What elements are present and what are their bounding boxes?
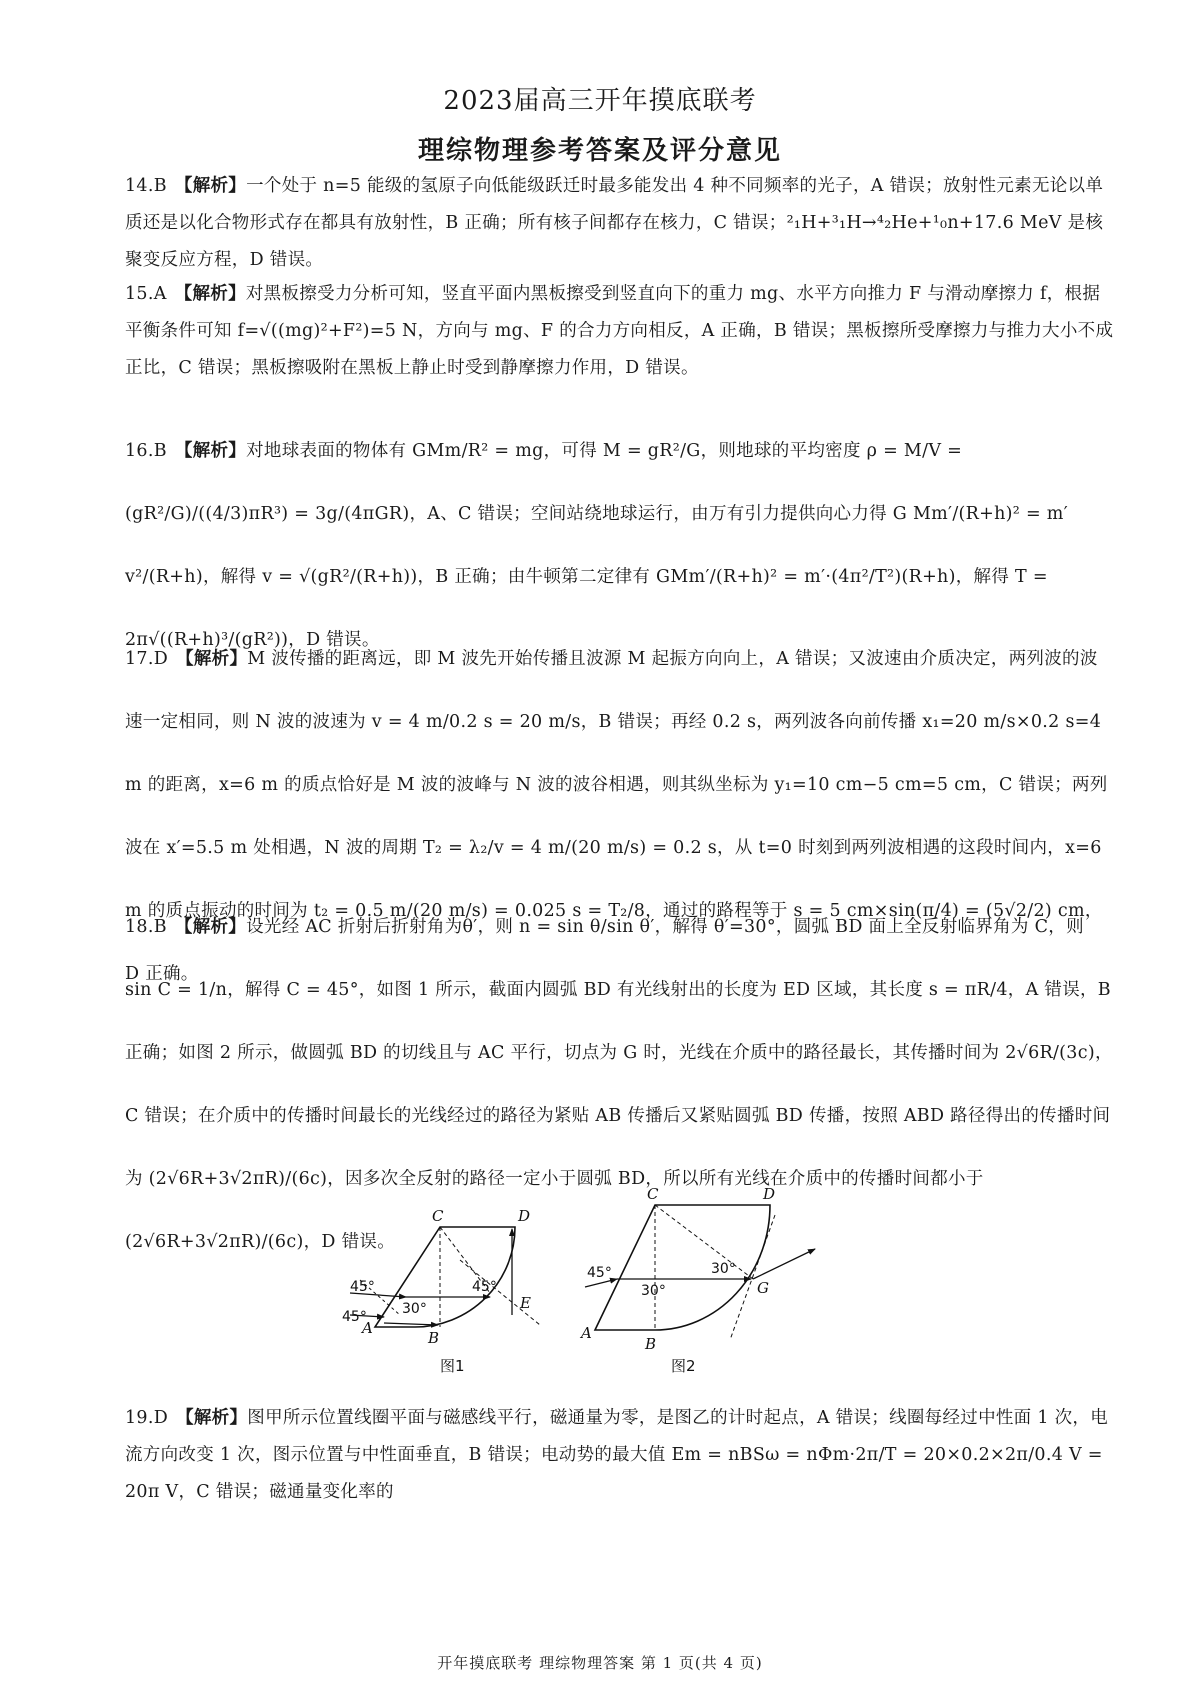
- figure-2: [579, 1185, 815, 1375]
- analysis-tag: 【解析】: [176, 1408, 248, 1428]
- question-19: [125, 1400, 1115, 1511]
- question-number: 15.A: [125, 284, 167, 304]
- question-14: [125, 168, 1115, 279]
- fig1-angle-4: 45°: [472, 1279, 497, 1295]
- fig1-angle-1: 45°: [350, 1279, 375, 1295]
- fig1-angle-2: 45°: [342, 1309, 367, 1325]
- question-text: 对地球表面的物体有 GMm/R² = mg，可得 M = gR²/G，则地球的平均密度 ρ = M/V = (gR²/G)/((4/3)πR³) = 3g/(4πGR)，A、C 错误；空间站绕地球运行，由万有引力提供向心力得 G Mm′/(R+h)² = m′ v²/(R+h)，解得 v = √(gR²/(R+h))，B 正确；由牛顿第二定律有 GMm′/(R+h)² = m′·(4π²/T²)(R+h)，解得 T = 2π√((R+h)³/(gR²))，D 错误。: [125, 441, 1068, 650]
- question-text: 图甲所示位置线圈平面与磁感线平行，磁通量为零，是图乙的计时起点，A 错误；线圈每经过中性面 1 次，电流方向改变 1 次，图示位置与中性面垂直，B 错误；电动势的最大值 Em = nBSω = nΦm·2π/T = 20×0.2×2π/0.4 V = 20π V，C 错误；磁通量变化率的: [125, 1408, 1109, 1502]
- analysis-tag: 【解析】: [174, 176, 247, 196]
- question-text: M 波传播的距离远，即 M 波先开始传播且波源 M 起振方向向上，A 错误；又波速由介质决定，两列波的波速一定相同，则 N 波的波速为 v = 4 m/0.2 s = 20 m/s，B 错误；再经 0.2 s，两列波各向前传播 x₁=20 m/s×0.2 s=4 m 的距离，x=6 m 的质点恰好是 M 波的波峰与 N 波的波谷相遇，则其纵坐标为 y₁=10 cm−5 cm=5 cm，C 错误；两列波在 x′=5.5 m 处相遇，N 波的周期 T₂ = λ₂/v = 4 m/(20 m/s) = 0.2 s，从 t=0 时刻到两列波相遇的这段时间内，x=6 m 的质点振动的时间为 t₂ = 0.5 m/(20 m/s) = 0.025 s = T₂/8，通过的路程等于 s = 5 cm×sin(π/4) = (5√2/2) cm，D 正确。: [125, 649, 1108, 984]
- fig2-angle-2: 30°: [641, 1283, 666, 1299]
- page-footer: 开年摸底联考 理综物理答案 第 1 页(共 4 页): [437, 1654, 763, 1672]
- fig1-label-d: D: [518, 1207, 531, 1225]
- figure-1-caption: 图1: [440, 1357, 465, 1375]
- question-number: 16.B: [125, 441, 167, 461]
- fig2-label-d: D: [763, 1185, 776, 1203]
- page-title: 2023届高三开年摸底联考: [443, 86, 757, 116]
- question-text: 一个处于 n=5 能级的氢原子向低能级跃迁时最多能发出 4 种不同频率的光子，A 错误；放射性元素无论以单质还是以化合物形式存在都具有放射性，B 正确；所有核子间都存在核力，C 错误；²₁H+³₁H→⁴₂He+¹₀n+17.6 MeV 是核聚变反应方程，D 错误。: [125, 176, 1104, 270]
- analysis-tag: 【解析】: [176, 649, 248, 669]
- analysis-tag: 【解析】: [174, 284, 246, 304]
- fig2-outline: [595, 1205, 770, 1330]
- fig1-angle-3: 30°: [402, 1301, 427, 1317]
- question-text: 对黑板擦受力分析可知，竖直平面内黑板擦受到竖直向下的重力 mg、水平方向推力 F 与滑动摩擦力 f，根据平衡条件可知 f=√((mg)²+F²)=5 N，方向与 mg、F 的合力方向相反，A 正确，B 错误；黑板擦所受摩擦力与推力大小不成正比，C 错误；黑板擦吸附在黑板上静止时受到静摩擦力作用，D 错误。: [125, 284, 1114, 378]
- page-subtitle: 理综物理参考答案及评分意见: [417, 136, 782, 166]
- fig2-angle-1: 45°: [587, 1265, 612, 1281]
- fig2-label-c: C: [647, 1185, 659, 1203]
- fig2-exit-ray: [753, 1249, 815, 1279]
- fig2-tangent-line: [730, 1215, 775, 1340]
- fig1-label-e: E: [520, 1294, 531, 1312]
- fig2-dashed-radius: [655, 1205, 753, 1279]
- question-number: 18.B: [125, 917, 167, 937]
- fig1-label-c: C: [432, 1207, 444, 1225]
- question-15: [125, 276, 1115, 387]
- question-number: 14.B: [125, 176, 167, 196]
- analysis-tag: 【解析】: [174, 441, 247, 461]
- question-text: 设光经 AC 折射后折射角为θ′，则 n = sin θ/sin θ′，解得 θ′=30°，圆弧 BD 面上全反射临界角为 C，则 sin C = 1/n，解得 C = 45°，如图 1 所示，截面内圆弧 BD 有光线射出的长度为 ED 区域，其长度 s = πR/4，A 错误，B 正确；如图 2 所示，做圆弧 BD 的切线且与 AC 平行，切点为 G 时，光线在介质中的路径最长，其传播时间为 2√6R/(3c)，C 错误；在介质中的传播时间最长的光线经过的路径为紧贴 AB 传播后又紧贴圆弧 BD 传播，按照 ABD 路径得出的传播时间为 (2√6R+3√2πR)/(6c)，因多次全反射的路径一定小于圆弧 BD，所以所有光线在介质中的传播时间都小于 (2√6R+3√2πR)/(6c)，D 错误。: [125, 917, 1113, 1252]
- question-number: 17.D: [125, 649, 169, 669]
- fig2-angle-3: 30°: [711, 1261, 736, 1277]
- figure-1: [342, 1207, 540, 1375]
- optics-figures: [340, 1185, 860, 1380]
- analysis-tag: 【解析】: [174, 917, 247, 937]
- fig1-label-b: B: [428, 1329, 440, 1347]
- fig1-bottom-ray: [384, 1323, 438, 1325]
- fig2-label-a: A: [581, 1324, 592, 1342]
- fig2-label-b: B: [645, 1335, 657, 1353]
- figures-svg: [340, 1185, 860, 1380]
- figure-2-caption: 图2: [671, 1357, 696, 1375]
- fig1-label-a: A: [362, 1319, 373, 1337]
- fig2-label-g: G: [757, 1279, 769, 1297]
- question-number: 19.D: [125, 1408, 169, 1428]
